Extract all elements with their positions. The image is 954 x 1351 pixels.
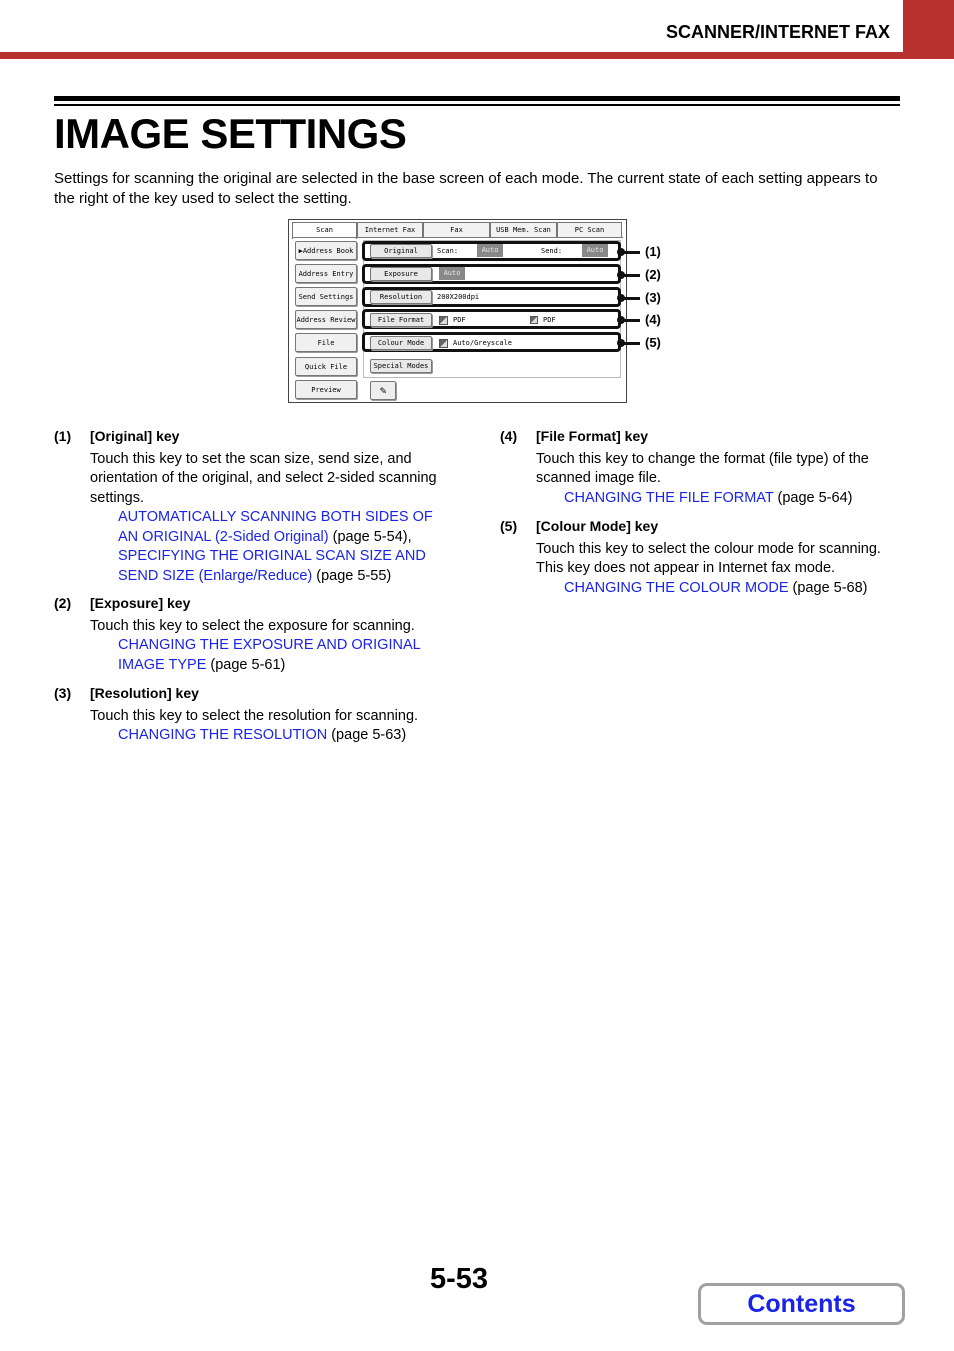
- callout-line-2: [620, 274, 640, 277]
- file-format-icon-2: [530, 316, 538, 324]
- resolution-value: 200X200dpi: [437, 293, 480, 301]
- control-panel-screen: [288, 219, 627, 403]
- section-exposure-key: [54, 594, 454, 675]
- section-heading: [Resolution] key: [90, 685, 199, 701]
- file-format-value-1: PDF: [453, 316, 466, 324]
- quick-file-button[interactable]: Quick File: [295, 357, 357, 376]
- title-rule-thin: [54, 104, 900, 106]
- page-title: IMAGE SETTINGS: [54, 110, 407, 157]
- section-heading: [Colour Mode] key: [536, 518, 659, 534]
- section-text: Touch this key to set the scan size, send size, and orientation of the original, and select 2-sided scanning settings.: [90, 450, 437, 506]
- file-format-icon: [439, 316, 448, 325]
- triangle-icon: ▶: [298, 247, 303, 255]
- header-rule: [0, 52, 954, 59]
- callout-label-1: (1): [645, 244, 661, 259]
- address-book-button[interactable]: ▶Address Book: [295, 241, 357, 260]
- title-rule-thick: [54, 96, 900, 101]
- tab-internet-fax[interactable]: Internet Fax: [357, 222, 423, 237]
- section-heading: [Original] key: [90, 428, 180, 444]
- colour-mode-value: Auto/Greyscale: [453, 339, 513, 347]
- file-button[interactable]: File: [295, 333, 357, 352]
- edit-icon[interactable]: ✎: [370, 381, 396, 400]
- send-label: Send:: [541, 247, 563, 255]
- section-heading: [Exposure] key: [90, 595, 191, 611]
- section-original-key: [54, 427, 454, 586]
- scan-label: Scan:: [437, 247, 459, 255]
- section-number: (5): [500, 518, 518, 534]
- tab-scan[interactable]: Scan: [292, 222, 357, 239]
- link-file-format[interactable]: CHANGING THE FILE FORMAT: [564, 489, 774, 506]
- tab-divider: [292, 237, 623, 238]
- header-accent-block: [903, 0, 954, 53]
- original-key[interactable]: Original: [370, 244, 432, 258]
- file-format-value-2: PDF: [543, 316, 556, 324]
- link-exposure[interactable]: CHANGING THE EXPOSURE AND ORIGINAL IMAGE TYPE: [118, 637, 421, 673]
- page-ref: (page 5-68): [788, 579, 868, 596]
- contents-button[interactable]: Contents: [698, 1283, 905, 1325]
- section-text: Touch this key to select the resolution for scanning.: [90, 707, 419, 724]
- callout-line-3: [620, 297, 640, 300]
- section-number: (1): [54, 428, 72, 444]
- special-modes-key[interactable]: Special Modes: [370, 359, 432, 373]
- page-ref: (page 5-64): [773, 489, 853, 506]
- section-file-format-key: [500, 427, 900, 508]
- resolution-key[interactable]: Resolution: [370, 290, 432, 304]
- section-text: Touch this key to select the exposure for scanning.: [90, 617, 415, 634]
- scan-value: Auto: [477, 244, 503, 257]
- callout-label-3: (3): [645, 290, 661, 305]
- address-review-button[interactable]: Address Review: [295, 310, 357, 329]
- tab-pc-scan[interactable]: PC Scan: [557, 222, 622, 237]
- section-resolution-key: [54, 684, 454, 746]
- callout-line-1: [620, 251, 640, 254]
- link-resolution[interactable]: CHANGING THE RESOLUTION: [118, 727, 328, 743]
- callout-label-5: (5): [645, 335, 661, 350]
- tab-fax[interactable]: Fax: [423, 222, 490, 237]
- link-two-sided-original[interactable]: AUTOMATICALLY SCANNING BOTH SIDES OF AN ORIGINAL (2-Sided Original): [118, 509, 433, 545]
- exposure-key[interactable]: Exposure: [370, 267, 432, 281]
- page-ref: (page 5-54),: [328, 528, 412, 545]
- page-ref: (page 5-61): [206, 656, 286, 673]
- send-value: Auto: [582, 244, 608, 257]
- intro-paragraph: Settings for scanning the original are selected in the base screen of each mode. The current state of each setting appears to the right of the key used to select the setting.: [54, 170, 878, 207]
- section-text: Touch this key to select the colour mode for scanning. This key does not appear in Internet fax mode.: [536, 540, 881, 576]
- section-colour-mode-key: [500, 517, 900, 598]
- section-number: (3): [54, 685, 72, 701]
- address-entry-button[interactable]: Address Entry: [295, 264, 357, 283]
- callout-label-4: (4): [645, 312, 661, 327]
- send-settings-button[interactable]: Send Settings: [295, 287, 357, 306]
- link-colour-mode[interactable]: CHANGING THE COLOUR MODE: [564, 579, 789, 596]
- section-heading: [File Format] key: [536, 428, 649, 444]
- page-number: 5-53: [430, 1263, 489, 1295]
- section-text: Touch this key to change the format (file type) of the scanned image file.: [536, 450, 869, 486]
- preview-button[interactable]: Preview: [295, 380, 357, 399]
- page-ref: (page 5-63): [327, 727, 407, 743]
- callout-line-4: [620, 319, 640, 322]
- tab-usb-mem-scan[interactable]: USB Mem. Scan: [490, 222, 557, 237]
- exposure-value: Auto: [439, 267, 465, 280]
- colour-mode-key[interactable]: Colour Mode: [370, 336, 432, 350]
- section-number: (2): [54, 595, 72, 611]
- page-ref: (page 5-55): [312, 567, 392, 584]
- file-format-key[interactable]: File Format: [370, 313, 432, 327]
- colour-mode-icon: [439, 339, 448, 348]
- link-scan-size[interactable]: SPECIFYING THE ORIGINAL SCAN SIZE AND SEND SIZE (Enlarge/Reduce): [118, 548, 426, 584]
- callout-line-5: [620, 342, 640, 345]
- callout-label-2: (2): [645, 267, 661, 282]
- section-title: SCANNER/INTERNET FAX: [665, 22, 890, 42]
- section-number: (4): [500, 428, 518, 444]
